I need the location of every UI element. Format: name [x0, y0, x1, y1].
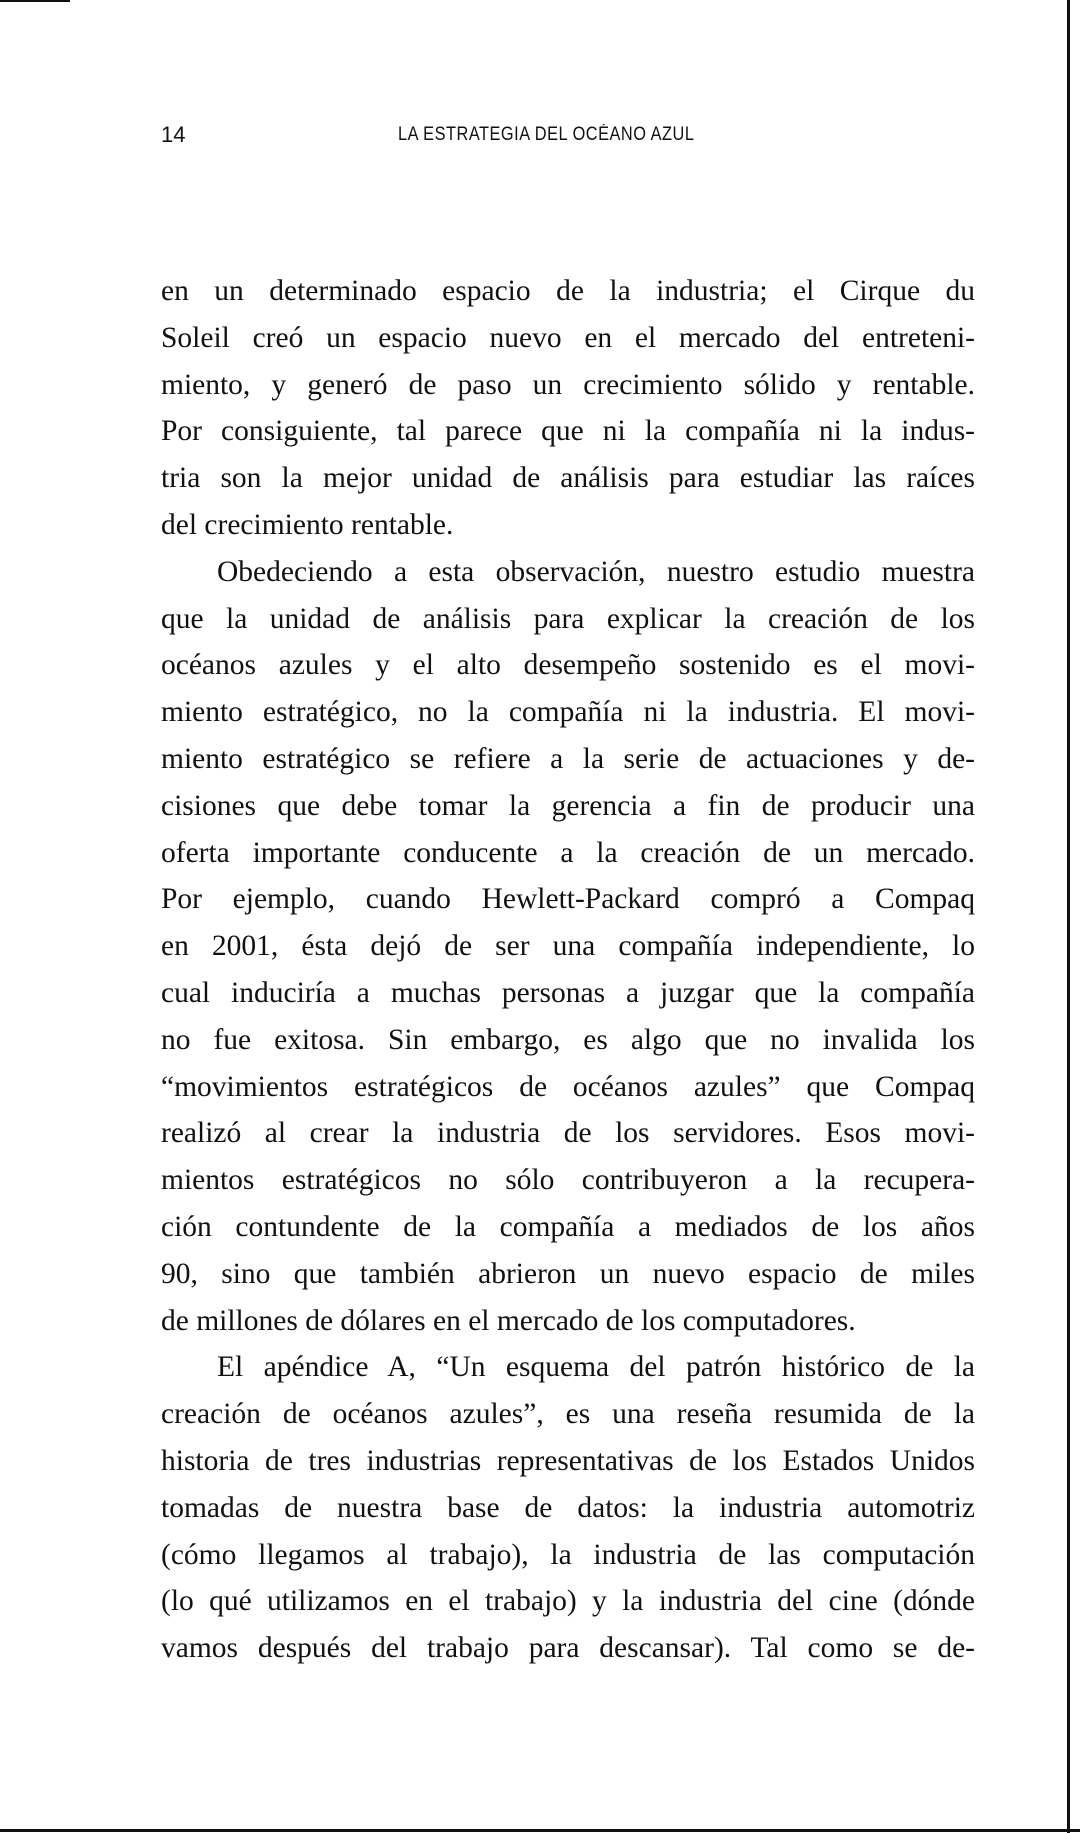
- text-line: creación de océanos azules”, es una reseña resumida de la: [161, 1398, 975, 1431]
- text-line: cual induciría a muchas personas a juzgar que la compañía: [161, 976, 975, 1009]
- text-line: Por ejemplo, cuando Hewlett-Packard compró a Compaq: [161, 883, 975, 916]
- text-line: Soleil creó un espacio nuevo en el mercado del entreteni-: [161, 321, 975, 354]
- text-line: en 2001, ésta dejó de ser una compañía independiente, lo: [161, 930, 975, 963]
- running-title: LA ESTRATEGIA DEL OCÉANO AZUL: [398, 124, 695, 145]
- text-line: realizó al crear la industria de los servidores. Esos movi-: [161, 1117, 975, 1150]
- text-line: mientos estratégicos no sólo contribuyeron a la recupera-: [161, 1164, 975, 1197]
- text-line: del crecimiento rentable.: [161, 508, 454, 541]
- text-line: Por consiguiente, tal parece que ni la compañía ni la indus-: [161, 415, 975, 448]
- body-text: [161, 268, 975, 1672]
- text-line: miento estratégico, no la compañía ni la industria. El movi-: [161, 696, 975, 729]
- text-line: cisiones que debe tomar la gerencia a fin de producir una: [161, 789, 975, 822]
- scan-edge-bottom: [0, 1829, 1080, 1832]
- scan-edge-top: [0, 0, 70, 2]
- text-line: miento, y generó de paso un crecimiento sólido y rentable.: [161, 368, 975, 401]
- text-line: tomadas de nuestra base de datos: la industria automotriz: [161, 1491, 975, 1524]
- text-line: (cómo llegamos al trabajo), la industria de las computación: [161, 1538, 975, 1571]
- text-line: Obedeciendo a esta observación, nuestro estudio muestra: [217, 555, 975, 588]
- text-line: 90, sino que también abrieron un nuevo espacio de miles: [161, 1257, 975, 1290]
- text-line: (lo qué utilizamos en el trabajo) y la industria del cine (dónde: [161, 1585, 975, 1618]
- text-line: océanos azules y el alto desempeño sostenido es el movi-: [161, 649, 975, 682]
- scan-edge-right: [1067, 0, 1070, 1833]
- text-line: no fue exitosa. Sin embargo, es algo que no invalida los: [161, 1023, 975, 1056]
- text-line: “movimientos estratégicos de océanos azules” que Compaq: [161, 1070, 975, 1103]
- text-line: vamos después del trabajo para descansar). Tal como se de-: [161, 1632, 975, 1665]
- text-line: historia de tres industrias representativas de los Estados Unidos: [161, 1444, 975, 1477]
- text-line: tria son la mejor unidad de análisis para estudiar las raíces: [161, 462, 975, 495]
- text-line: en un determinado espacio de la industria; el Cirque du: [161, 275, 975, 307]
- text-line: de millones de dólares en el mercado de los computadores.: [161, 1304, 856, 1337]
- page-number: 14: [161, 122, 186, 147]
- text-line: miento estratégico se refiere a la serie de actuaciones y de-: [161, 742, 975, 775]
- text-line: oferta importante conducente a la creación de un mercado.: [161, 836, 975, 869]
- text-line: ción contundente de la compañía a mediados de los años: [161, 1210, 975, 1243]
- text-line: El apéndice A, “Un esquema del patrón histórico de la: [217, 1351, 975, 1384]
- text-line: que la unidad de análisis para explicar la creación de los: [161, 602, 975, 635]
